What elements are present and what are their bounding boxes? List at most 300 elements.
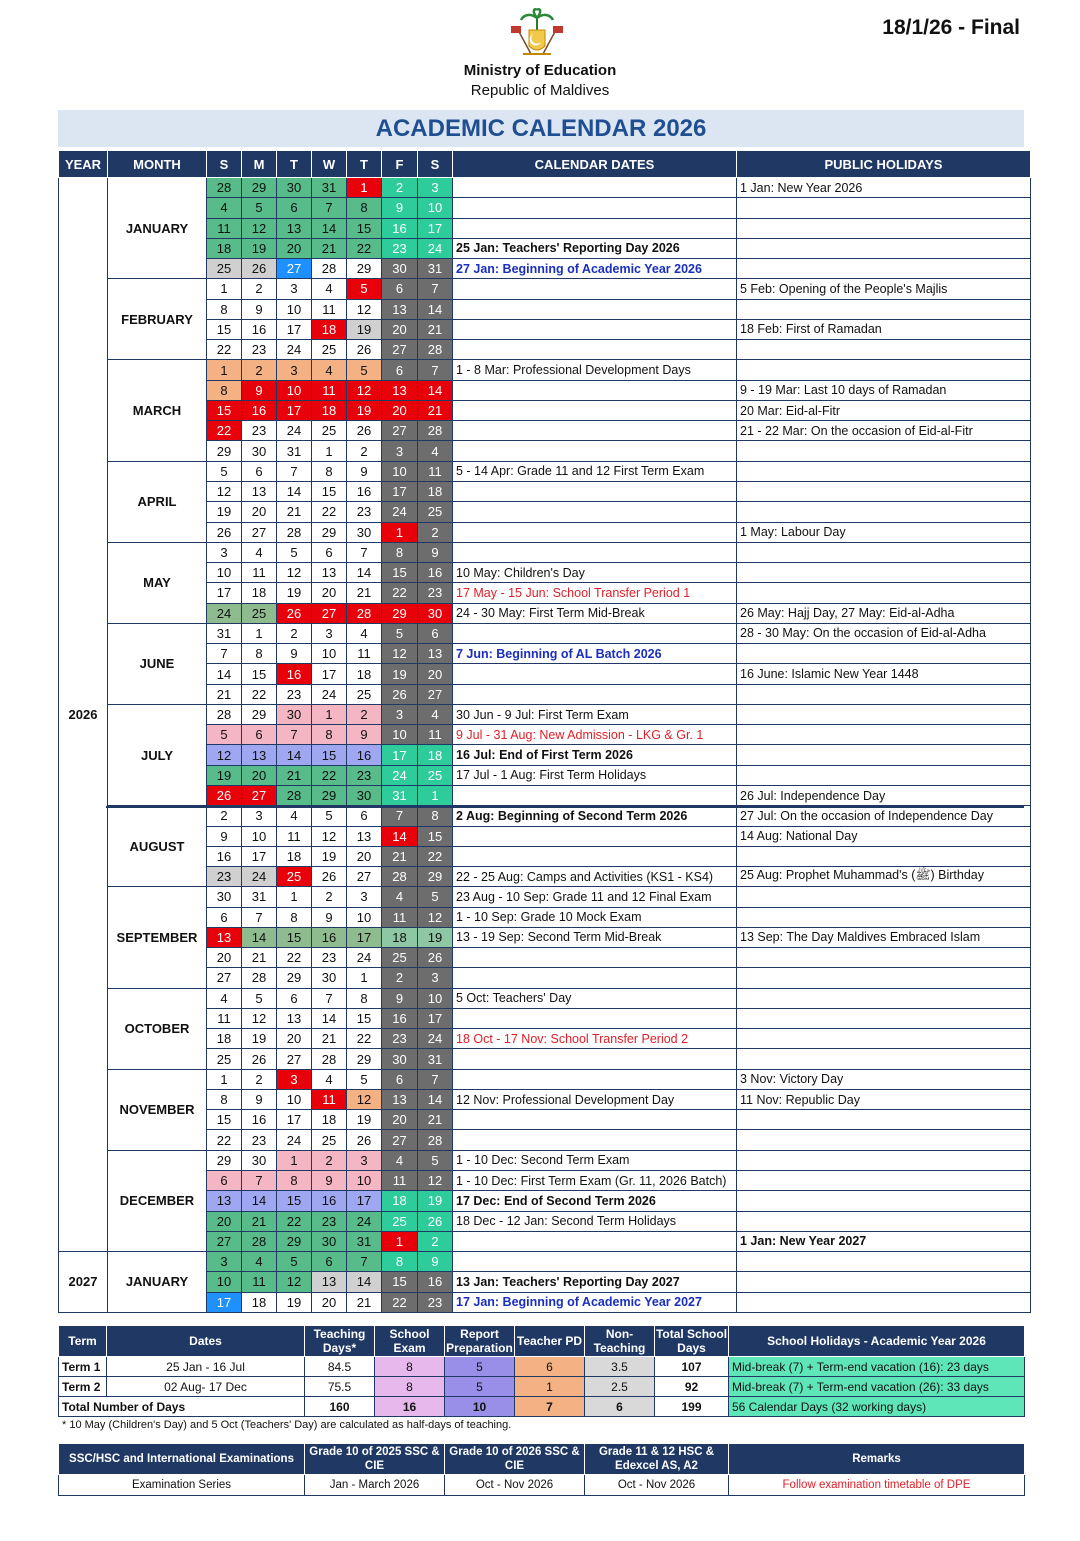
day-cell: 26 [418, 1211, 453, 1231]
col-fri: F [382, 151, 418, 178]
day-cell: 13 [312, 563, 347, 583]
day-cell: 5 [347, 1069, 382, 1089]
ministry-name: Ministry of Education [463, 62, 617, 79]
public-holiday [737, 441, 1031, 461]
public-holiday: 5 Feb: Opening of the People's Majlis [737, 279, 1031, 299]
day-cell: 15 [207, 400, 242, 420]
day-cell: 22 [347, 1029, 382, 1049]
day-cell: 9 [347, 461, 382, 481]
day-cell: 20 [382, 1110, 418, 1130]
day-cell: 29 [418, 867, 453, 887]
day-cell: 12 [277, 563, 312, 583]
col-sun: S [207, 151, 242, 178]
day-cell: 26 [312, 867, 347, 887]
day-cell: 3 [382, 441, 418, 461]
public-holiday: 27 Jul: On the occasion of Independence Day [737, 806, 1031, 826]
day-cell: 16 [242, 319, 277, 339]
day-cell: 14 [382, 826, 418, 846]
calendar-event: 17 Dec: End of Second Term 2026 [453, 1191, 737, 1211]
day-cell: 4 [312, 279, 347, 299]
day-cell: 4 [312, 1069, 347, 1089]
day-cell: 26 [277, 603, 312, 623]
day-cell: 5 [347, 360, 382, 380]
public-holiday: 25 Aug: Prophet Muhammad's (ﷺ) Birthday [737, 867, 1031, 887]
day-cell: 29 [277, 1231, 312, 1251]
calendar-event [453, 1008, 737, 1028]
summary-cell: 160 [305, 1397, 375, 1417]
month-name: APRIL [108, 461, 207, 542]
week-row [59, 542, 1031, 562]
day-cell: 16 [242, 400, 277, 420]
day-cell: 21 [382, 846, 418, 866]
day-cell: 28 [277, 785, 312, 805]
calendar-event [453, 826, 737, 846]
summary-col-nonteaching: Non-Teaching [585, 1326, 655, 1357]
calendar-event [453, 684, 737, 704]
col-public-holidays: PUBLIC HOLIDAYS [737, 151, 1031, 178]
calendar-event: 13 - 19 Sep: Second Term Mid-Break [453, 927, 737, 947]
summary-cell: 6 [585, 1397, 655, 1417]
day-cell: 6 [277, 198, 312, 218]
day-cell: 10 [347, 907, 382, 927]
summary-col-dates: Dates [107, 1326, 305, 1357]
day-cell: 8 [277, 1171, 312, 1191]
public-holiday: 3 Nov: Victory Day [737, 1069, 1031, 1089]
calendar-event [453, 1110, 737, 1130]
summary-cell: 5 [445, 1377, 515, 1397]
public-holiday: 14 Aug: National Day [737, 826, 1031, 846]
day-cell: 8 [207, 299, 242, 319]
summary-col-report: Report Preparation [446, 1327, 513, 1355]
summary-cell: 7 [515, 1397, 585, 1417]
month-name: JULY [108, 704, 207, 805]
day-cell: 11 [207, 218, 242, 238]
summary-cell: 8 [375, 1357, 445, 1377]
day-cell: 6 [382, 1069, 418, 1089]
day-cell: 13 [207, 927, 242, 947]
summary-cell: Term 2 [59, 1377, 107, 1397]
day-cell: 25 [312, 340, 347, 360]
day-cell: 9 [418, 1252, 453, 1272]
summary-cell: Term 1 [59, 1357, 107, 1377]
day-cell: 30 [382, 1049, 418, 1069]
day-cell: 23 [418, 583, 453, 603]
day-cell: 17 [207, 1292, 242, 1312]
exams-cell: Oct - Nov 2026 [585, 1475, 729, 1496]
day-cell: 23 [242, 1130, 277, 1150]
day-cell: 1 [418, 785, 453, 805]
public-holiday [737, 968, 1031, 988]
public-holiday [737, 887, 1031, 907]
day-cell: 28 [418, 340, 453, 360]
day-cell: 27 [382, 1130, 418, 1150]
day-cell: 7 [347, 1252, 382, 1272]
summary-col-holidays: School Holidays - Academic Year 2026 [729, 1326, 1025, 1357]
day-cell: 30 [312, 968, 347, 988]
day-cell: 28 [207, 704, 242, 724]
exams-col-g10-2025: Grade 10 of 2025 SSC & CIE [305, 1444, 445, 1475]
day-cell: 8 [242, 644, 277, 664]
calendar-event [453, 319, 737, 339]
day-cell: 28 [312, 259, 347, 279]
day-cell: 14 [207, 664, 242, 684]
day-cell: 24 [277, 421, 312, 441]
day-cell: 5 [277, 1252, 312, 1272]
maldives-emblem-icon [505, 8, 569, 64]
public-holiday [737, 1008, 1031, 1028]
day-cell: 22 [207, 340, 242, 360]
public-holiday [737, 502, 1031, 522]
day-cell: 24 [347, 948, 382, 968]
day-cell: 28 [312, 1049, 347, 1069]
day-cell: 8 [277, 907, 312, 927]
col-sat: S [418, 151, 453, 178]
day-cell: 20 [277, 1029, 312, 1049]
day-cell: 19 [207, 765, 242, 785]
summary-cell: 16 [375, 1397, 445, 1417]
day-cell: 5 [207, 461, 242, 481]
day-cell: 12 [207, 481, 242, 501]
day-cell: 11 [312, 1089, 347, 1109]
day-cell: 1 [382, 1231, 418, 1251]
day-cell: 13 [242, 481, 277, 501]
calendar-event: 25 Jan: Teachers' Reporting Day 2026 [453, 238, 737, 258]
day-cell: 25 [382, 948, 418, 968]
calendar-event [453, 785, 737, 805]
day-cell: 20 [277, 238, 312, 258]
exams-col-g10-2026: Grade 10 of 2026 SSC & CIE [445, 1444, 585, 1475]
day-cell: 31 [382, 785, 418, 805]
day-cell: 2 [312, 1150, 347, 1170]
day-cell: 14 [418, 299, 453, 319]
day-cell: 14 [277, 481, 312, 501]
day-cell: 8 [347, 198, 382, 218]
day-cell: 24 [382, 765, 418, 785]
day-cell: 28 [418, 421, 453, 441]
day-cell: 4 [382, 1150, 418, 1170]
calendar-event: 16 Jul: End of First Term 2026 [453, 745, 737, 765]
day-cell: 15 [382, 563, 418, 583]
day-cell: 2 [312, 887, 347, 907]
day-cell: 23 [347, 765, 382, 785]
day-cell: 23 [207, 867, 242, 887]
year-cell: 2026 [59, 178, 108, 1252]
day-cell: 19 [347, 319, 382, 339]
day-cell: 19 [242, 1029, 277, 1049]
day-cell: 3 [347, 887, 382, 907]
day-cell: 12 [277, 1272, 312, 1292]
country-name: Republic of Maldives [470, 82, 610, 99]
day-cell: 9 [347, 725, 382, 745]
day-cell: 16 [347, 745, 382, 765]
day-cell: 2 [242, 1069, 277, 1089]
public-holiday: 26 May: Hajj Day, 27 May: Eid-al-Adha [737, 603, 1031, 623]
day-cell: 14 [312, 1008, 347, 1028]
day-cell: 31 [312, 178, 347, 198]
term-divider [106, 806, 1024, 808]
day-cell: 9 [207, 826, 242, 846]
day-cell: 29 [207, 1150, 242, 1170]
public-holiday [737, 259, 1031, 279]
day-cell: 14 [242, 927, 277, 947]
day-cell: 15 [382, 1272, 418, 1292]
public-holiday: 1 Jan: New Year 2027 [737, 1231, 1031, 1251]
public-holiday [737, 1130, 1031, 1150]
summary-cell: 10 [445, 1397, 515, 1417]
day-cell: 22 [207, 1130, 242, 1150]
day-cell: 5 [382, 623, 418, 643]
day-cell: 19 [382, 664, 418, 684]
day-cell: 17 [277, 319, 312, 339]
week-row [59, 360, 1031, 380]
day-cell: 10 [207, 1272, 242, 1292]
day-cell: 5 [347, 279, 382, 299]
day-cell: 24 [277, 340, 312, 360]
day-cell: 12 [242, 1008, 277, 1028]
day-cell: 14 [347, 563, 382, 583]
day-cell: 21 [418, 319, 453, 339]
day-cell: 18 [312, 1110, 347, 1130]
day-cell: 22 [207, 421, 242, 441]
day-cell: 20 [418, 664, 453, 684]
col-wed: W [312, 151, 347, 178]
day-cell: 13 [382, 1089, 418, 1109]
day-cell: 29 [382, 603, 418, 623]
day-cell: 3 [347, 1150, 382, 1170]
public-holiday [737, 218, 1031, 238]
calendar-event: 23 Aug - 10 Sep: Grade 11 and 12 Final Exam [453, 887, 737, 907]
public-holiday [737, 1272, 1031, 1292]
day-cell: 6 [242, 725, 277, 745]
day-cell: 30 [382, 259, 418, 279]
day-cell: 20 [242, 502, 277, 522]
day-cell: 20 [207, 1211, 242, 1231]
week-row [59, 704, 1031, 724]
day-cell: 9 [382, 988, 418, 1008]
day-cell: 31 [418, 1049, 453, 1069]
day-cell: 14 [418, 380, 453, 400]
calendar-event [453, 846, 737, 866]
day-cell: 25 [207, 1049, 242, 1069]
summary-col-exam: School Exam [375, 1326, 445, 1357]
day-cell: 22 [242, 684, 277, 704]
day-cell: 6 [347, 806, 382, 826]
day-cell: 31 [347, 1231, 382, 1251]
day-cell: 20 [207, 948, 242, 968]
day-cell: 8 [347, 988, 382, 1008]
day-cell: 9 [242, 299, 277, 319]
day-cell: 20 [347, 846, 382, 866]
day-cell: 8 [312, 461, 347, 481]
day-cell: 25 [312, 1130, 347, 1150]
day-cell: 1 [382, 522, 418, 542]
day-cell: 7 [312, 988, 347, 1008]
day-cell: 21 [312, 238, 347, 258]
day-cell: 12 [312, 826, 347, 846]
day-cell: 4 [277, 806, 312, 826]
day-cell: 24 [242, 867, 277, 887]
day-cell: 2 [418, 1231, 453, 1251]
day-cell: 11 [312, 380, 347, 400]
day-cell: 3 [207, 1252, 242, 1272]
month-name: FEBRUARY [108, 279, 207, 360]
exams-cell: Examination Series [59, 1475, 305, 1496]
day-cell: 17 [312, 664, 347, 684]
day-cell: 2 [382, 178, 418, 198]
public-holiday [737, 1029, 1031, 1049]
day-cell: 16 [277, 664, 312, 684]
day-cell: 29 [347, 1049, 382, 1069]
day-cell: 26 [347, 1130, 382, 1150]
calendar-event [453, 441, 737, 461]
day-cell: 7 [207, 644, 242, 664]
summary-cell: 25 Jan - 16 Jul [107, 1357, 305, 1377]
month-name: AUGUST [108, 806, 207, 887]
day-cell: 11 [277, 826, 312, 846]
public-holiday [737, 563, 1031, 583]
public-holiday: 21 - 22 Mar: On the occasion of Eid-al-Fitr [737, 421, 1031, 441]
day-cell: 24 [277, 1130, 312, 1150]
day-cell: 19 [418, 927, 453, 947]
day-cell: 23 [382, 238, 418, 258]
summary-cell: 75.5 [305, 1377, 375, 1397]
day-cell: 25 [418, 502, 453, 522]
day-cell: 1 [277, 887, 312, 907]
calendar-event: 22 - 25 Aug: Camps and Activities (KS1 - KS4) [453, 867, 737, 887]
day-cell: 3 [277, 279, 312, 299]
day-cell: 22 [382, 1292, 418, 1312]
day-cell: 1 [242, 623, 277, 643]
public-holiday: 13 Sep: The Day Maldives Embraced Islam [737, 927, 1031, 947]
day-cell: 26 [347, 340, 382, 360]
day-cell: 18 [277, 846, 312, 866]
day-cell: 9 [277, 644, 312, 664]
calendar-event [453, 522, 737, 542]
calendar-event [453, 664, 737, 684]
exams-col-series: SSC/HSC and International Examinations [59, 1444, 305, 1475]
summary-cell: 2.5 [585, 1377, 655, 1397]
summary-col-teaching: Teaching Days* [305, 1326, 375, 1357]
day-cell: 21 [418, 1110, 453, 1130]
summary-cell: 56 Calendar Days (32 working days) [729, 1397, 1025, 1417]
summary-cell: 02 Aug- 17 Dec [107, 1377, 305, 1397]
day-cell: 6 [207, 1171, 242, 1191]
day-cell: 24 [418, 1029, 453, 1049]
day-cell: 19 [207, 502, 242, 522]
day-cell: 11 [242, 1272, 277, 1292]
week-row [59, 988, 1031, 1008]
summary-row-term2 [59, 1377, 1025, 1397]
public-holiday [737, 907, 1031, 927]
day-cell: 2 [207, 806, 242, 826]
day-cell: 7 [382, 806, 418, 826]
col-month: MONTH [108, 151, 207, 178]
day-cell: 9 [418, 542, 453, 562]
exams-cell: Jan - March 2026 [305, 1475, 445, 1496]
day-cell: 14 [312, 218, 347, 238]
day-cell: 24 [312, 684, 347, 704]
summary-cell: 92 [655, 1377, 729, 1397]
calendar-event: 17 Jul - 1 Aug: First Term Holidays [453, 765, 737, 785]
summary-cell: 3.5 [585, 1357, 655, 1377]
day-cell: 23 [242, 340, 277, 360]
summary-cell: Total Number of Days [59, 1397, 305, 1417]
day-cell: 9 [312, 1171, 347, 1191]
summary-col-pd: Teacher PD [515, 1326, 585, 1357]
day-cell: 1 [207, 279, 242, 299]
day-cell: 22 [277, 948, 312, 968]
day-cell: 17 [382, 481, 418, 501]
day-cell: 5 [207, 725, 242, 745]
public-holiday: 1 May: Labour Day [737, 522, 1031, 542]
day-cell: 30 [242, 1150, 277, 1170]
examinations-table [58, 1443, 1025, 1496]
day-cell: 24 [347, 1211, 382, 1231]
day-cell: 10 [277, 380, 312, 400]
summary-cell: Mid-break (7) + Term-end vacation (16): 23 days [729, 1357, 1025, 1377]
day-cell: 14 [277, 745, 312, 765]
day-cell: 29 [312, 785, 347, 805]
day-cell: 22 [382, 583, 418, 603]
day-cell: 25 [418, 765, 453, 785]
day-cell: 27 [207, 968, 242, 988]
day-cell: 6 [418, 623, 453, 643]
calendar-event: 17 Jan: Beginning of Academic Year 2027 [453, 1292, 737, 1312]
public-holiday [737, 745, 1031, 765]
day-cell: 3 [382, 704, 418, 724]
exams-cell: Oct - Nov 2026 [445, 1475, 585, 1496]
day-cell: 10 [418, 198, 453, 218]
summary-col-term: Term [59, 1326, 107, 1357]
day-cell: 27 [382, 340, 418, 360]
col-thu: T [347, 151, 382, 178]
day-cell: 30 [242, 441, 277, 461]
day-cell: 15 [277, 1191, 312, 1211]
day-cell: 16 [418, 563, 453, 583]
day-cell: 5 [312, 806, 347, 826]
day-cell: 17 [277, 1110, 312, 1130]
day-cell: 19 [312, 846, 347, 866]
day-cell: 19 [347, 1110, 382, 1130]
calendar-event [453, 1069, 737, 1089]
day-cell: 14 [242, 1191, 277, 1211]
day-cell: 18 [382, 1191, 418, 1211]
day-cell: 16 [312, 927, 347, 947]
day-cell: 5 [242, 198, 277, 218]
calendar-event [453, 198, 737, 218]
day-cell: 5 [242, 988, 277, 1008]
day-cell: 15 [347, 1008, 382, 1028]
day-cell: 22 [277, 1211, 312, 1231]
day-cell: 3 [312, 623, 347, 643]
day-cell: 17 [242, 846, 277, 866]
month-name: JANUARY [108, 178, 207, 279]
day-cell: 26 [382, 684, 418, 704]
summary-cell: 8 [375, 1377, 445, 1397]
public-holiday: 1 Jan: New Year 2026 [737, 178, 1031, 198]
day-cell: 15 [418, 826, 453, 846]
day-cell: 3 [277, 360, 312, 380]
calendar-event: 5 - 14 Apr: Grade 11 and 12 First Term Exam [453, 461, 737, 481]
calendar-event [453, 542, 737, 562]
month-name: JANUARY [108, 1252, 207, 1313]
day-cell: 8 [418, 806, 453, 826]
summary-cell: Mid-break (7) + Term-end vacation (26): 33 days [729, 1377, 1025, 1397]
day-cell: 10 [242, 826, 277, 846]
day-cell: 25 [312, 421, 347, 441]
day-cell: 23 [382, 1029, 418, 1049]
week-row [59, 623, 1031, 643]
